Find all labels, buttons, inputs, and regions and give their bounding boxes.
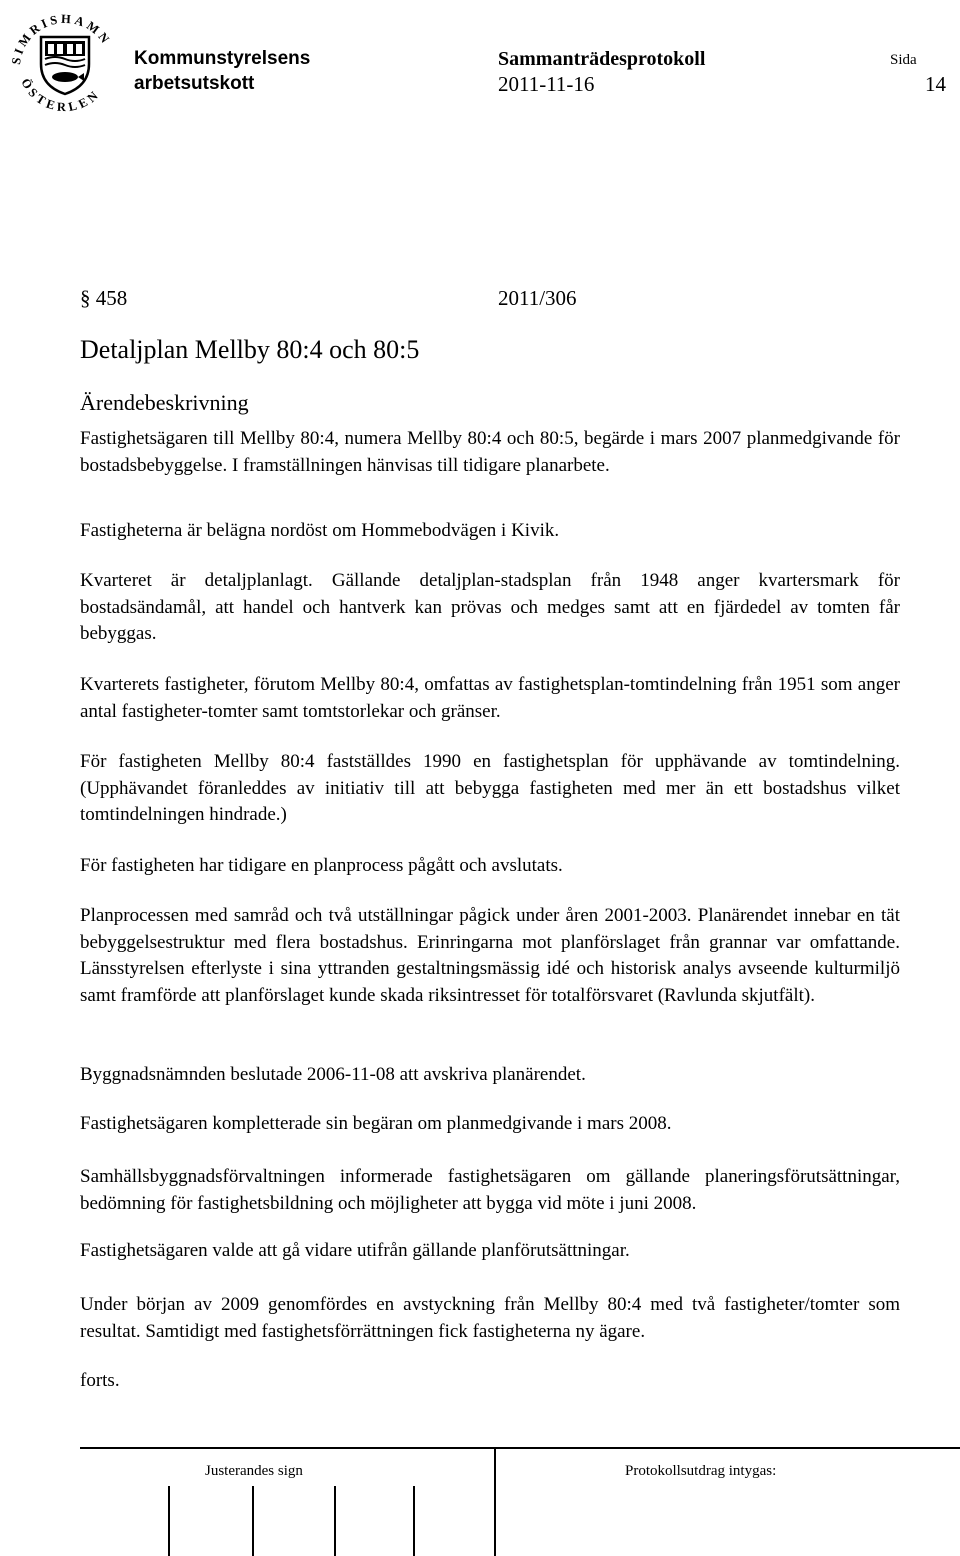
continued-marker: forts.: [80, 1370, 120, 1391]
body-paragraph: Kvarteret är detaljplanlagt. Gällande detaljplan-stadsplan från 1948 anger kvartersmark för bostadsändamål, att handel och hantverk kan prövas och medges samt att en fjärdedel av tomten får bebyggas.: [80, 570, 900, 644]
section-subtitle: Ärendebeskrivning: [80, 390, 249, 415]
signature-box-divider: [252, 1486, 254, 1556]
body-paragraph: Fastighetsägaren valde att gå vidare utifrån gällande planförutsättningar.: [80, 1240, 630, 1261]
extract-certified-label: Protokollsutdrag intygas:: [625, 1463, 777, 1479]
body-paragraph: Fastighetsägaren till Mellby 80:4, numera Mellby 80:4 och 80:5, begärde i mars 2007 planmedgivande för bostadsbebyggelse. I framställningen hänvisas till tidigare planarbete.: [80, 428, 900, 476]
footer-divider: [80, 1447, 960, 1449]
signature-box-divider: [168, 1486, 170, 1556]
body-paragraph: Kvarterets fastigheter, förutom Mellby 80:4, omfattas av fastighetsplan-tomtindelning från 1951 som anger antal fastigheter-tomter samt tomtstorlekar och gränser.: [80, 674, 900, 722]
seal-text-bottom: ÖSTERLEN: [18, 76, 104, 115]
signature-box-divider: [413, 1486, 415, 1556]
shield-emblem-icon: [41, 37, 89, 94]
meeting-date: 2011-11-16: [498, 72, 595, 96]
footer-column-divider: [494, 1448, 496, 1556]
signature-box-divider: [334, 1486, 336, 1556]
seal-text-top: SIMRISHAMN: [8, 11, 114, 66]
svg-text:ÖSTERLEN: [18, 76, 103, 114]
body-paragraph: För fastigheten Mellby 80:4 fastställdes 1990 en fastighetsplan för upphävande av tomtindelning. (Upphävandet föranleddes av initiativ till att bebygga fastigheten med mer än ett bostadshus vilket tomtindelningen hindrade.): [80, 751, 900, 825]
municipal-seal-logo: [4, 4, 126, 120]
page-number: 14: [925, 72, 946, 96]
committee-name-line2: arbetsutskott: [134, 73, 255, 94]
body-paragraph: Fastighetsägaren kompletterade sin begäran om planmedgivande i mars 2008.: [80, 1113, 672, 1134]
body-paragraph: Fastigheterna är belägna nordöst om Hommebodvägen i Kivik.: [80, 520, 560, 541]
body-paragraph: Planprocessen med samråd och två utställningar pågick under åren 2001-2003. Planärendet innebar en tät bebyggelsestruktur med flera bostadshus. Erinringarna mot planförslaget från grannar var omfattande. Länsstyrelsen efterlyste i sina yttranden gestaltningsmässig idé och historisk analys avseende kulturmiljö samt framförde att planförslaget kunde skada riksintresset för totalförsvaret (Ravlunda skjutfält).: [80, 905, 900, 1006]
document-type: Sammanträdesprotokoll: [498, 48, 706, 70]
committee-name-line1: Kommunstyrelsens: [134, 48, 311, 69]
page-label: Sida: [890, 52, 917, 68]
body-paragraph: Byggnadsnämnden beslutade 2006-11-08 att avskriva planärendet.: [80, 1064, 586, 1085]
paragraph-number: § 458: [80, 286, 128, 310]
case-number: 2011/306: [498, 286, 577, 310]
body-paragraph: Samhällsbyggnadsförvaltningen informerade fastighetsägaren om gällande planeringsförutsättningar, bedömning för fastighetsbildning och möjligheter att bygga vid möte i juni 2008.: [80, 1166, 900, 1214]
body-paragraph: För fastigheten har tidigare en planprocess pågått och avslutats.: [80, 855, 563, 876]
signature-label: Justerandes sign: [205, 1463, 303, 1479]
case-title: Detaljplan Mellby 80:4 och 80:5: [80, 335, 420, 364]
body-paragraph: Under början av 2009 genomfördes en avstyckning från Mellby 80:4 med två fastigheter/tomter som resultat. Samtidigt med fastighetsförrättningen fick fastigheterna ny ägare.: [80, 1294, 900, 1342]
